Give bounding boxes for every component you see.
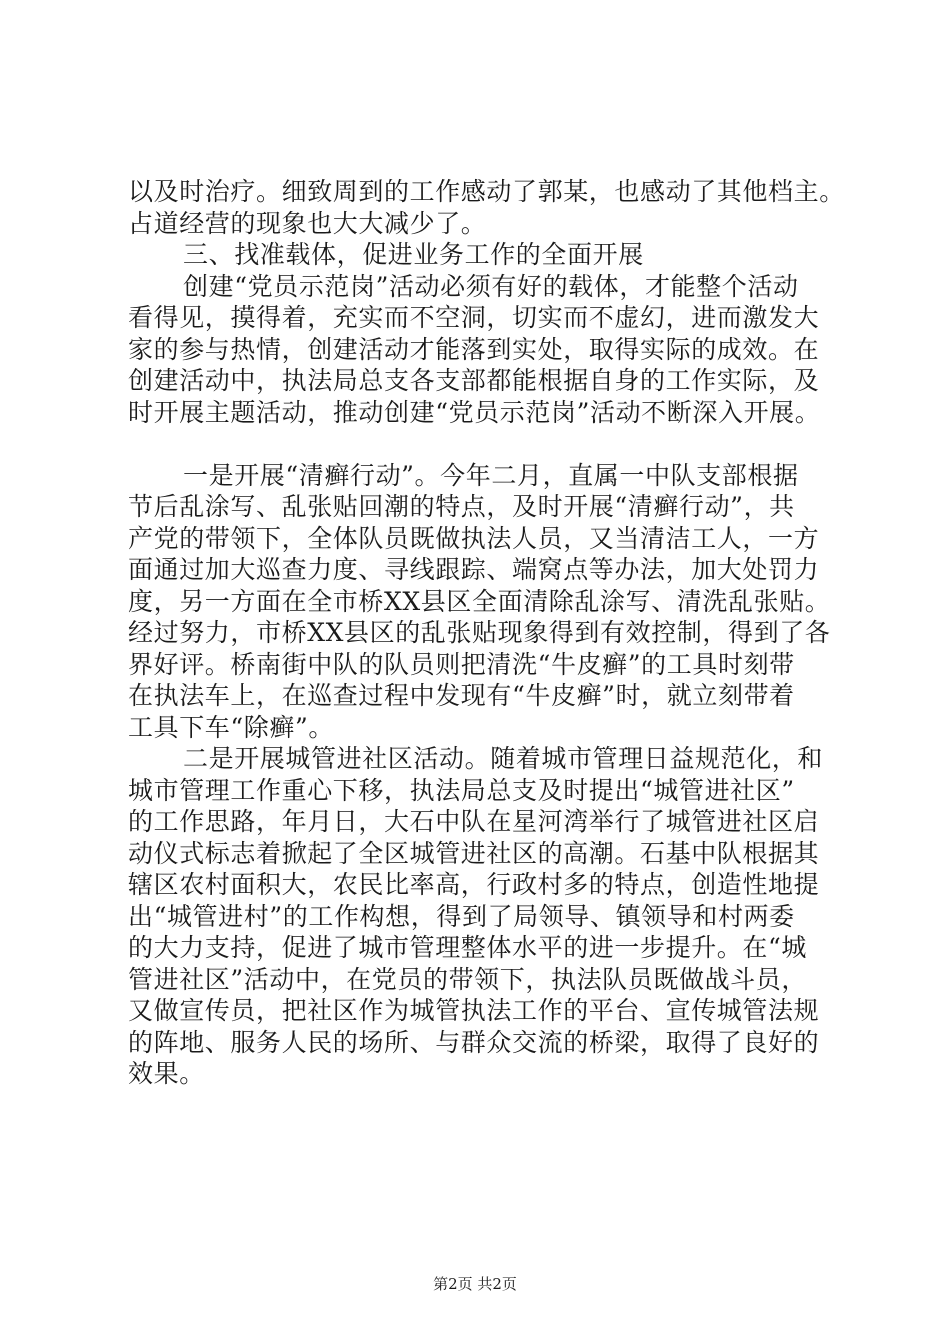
text-line: 经过努力，市桥XX县区的乱张贴现象得到有效控制，得到了各: [128, 618, 831, 647]
text-line: 界好评。桥南街中队的队员则把清洗“牛皮癣”的工具时刻带: [128, 649, 795, 679]
text-line: 以及时治疗。细致周到的工作感动了郭某，也感动了其他档主。: [128, 177, 845, 206]
text-line: 面通过加大巡查力度、寻线跟踪、端窝点等办法，加大处罚力: [128, 555, 820, 584]
text-line: 动仪式标志着掀起了全区城管进社区的高潮。石基中队根据其: [128, 838, 820, 868]
text-line: 又做宣传员，把社区作为城管执法工作的平台、宣传城管法规: [128, 996, 820, 1025]
text-line: 辖区农村面积大，农民比率高，行政村多的特点，创造性地提: [128, 870, 820, 899]
text-line: 看得见，摸得着，充实而不空洞，切实而不虚幻，进而激发大: [128, 303, 820, 332]
text-line: 的大力支持，促进了城市管理整体水平的进一步提升。在“城: [128, 933, 807, 962]
text-line: 创建“党员示范岗”活动必须有好的载体，才能整个活动: [183, 271, 799, 301]
text-line: 工具下车“除癣”。: [128, 712, 334, 742]
text-line: 节后乱涂写、乱张贴回潮的特点，及时开展“清癣行动”，共: [128, 492, 795, 521]
text-line: 城市管理工作重心下移，执法局总支及时提出“城管进社区”: [128, 775, 795, 805]
text-line: 二是开展城管进社区活动。随着城市管理日益规范化，和: [183, 744, 824, 773]
text-line: 时开展主题活动，推动创建“党员示范岗”活动不断深入开展。: [128, 397, 821, 427]
text-line: 效果。: [128, 1059, 205, 1088]
text-line: 产党的带领下，全体队员既做执法人员，又当清洁工人，一方: [128, 523, 820, 553]
text-line: 的阵地、服务人民的场所、与群众交流的桥梁，取得了良好的: [128, 1027, 820, 1057]
text-line: 占道经营的现象也大大减少了。: [128, 208, 487, 238]
text-line: 的工作思路，年月日，大石中队在星河湾举行了城管进社区启: [128, 807, 820, 836]
section-heading: 三、找准载体，促进业务工作的全面开展: [183, 240, 644, 269]
text-line: 家的参与热情，创建活动才能落到实处，取得实际的成效。在: [128, 334, 820, 364]
text-line: 度，另一方面在全市桥XX县区全面清除乱涂写、清洗乱张贴。: [128, 586, 831, 616]
page-number: 第2页 共2页: [433, 1275, 517, 1293]
text-line: 在执法车上，在巡查过程中发现有“牛皮癣”时，就立刻带着: [128, 681, 795, 710]
text-line: 一是开展“清癣行动”。今年二月，直属一中队支部根据: [183, 460, 799, 490]
document-body: [128, 176, 845, 1090]
text-line: 创建活动中，执法局总支各支部都能根据自身的工作实际，及: [128, 366, 820, 395]
page-footer: [0, 1273, 950, 1294]
text-line: 管进社区”活动中，在党员的带领下，执法队员既做战斗员，: [128, 964, 807, 994]
text-line: 出“城管进村”的工作构想，得到了局领导、镇领导和村两委: [128, 901, 795, 931]
paragraph-gap: [128, 428, 828, 460]
